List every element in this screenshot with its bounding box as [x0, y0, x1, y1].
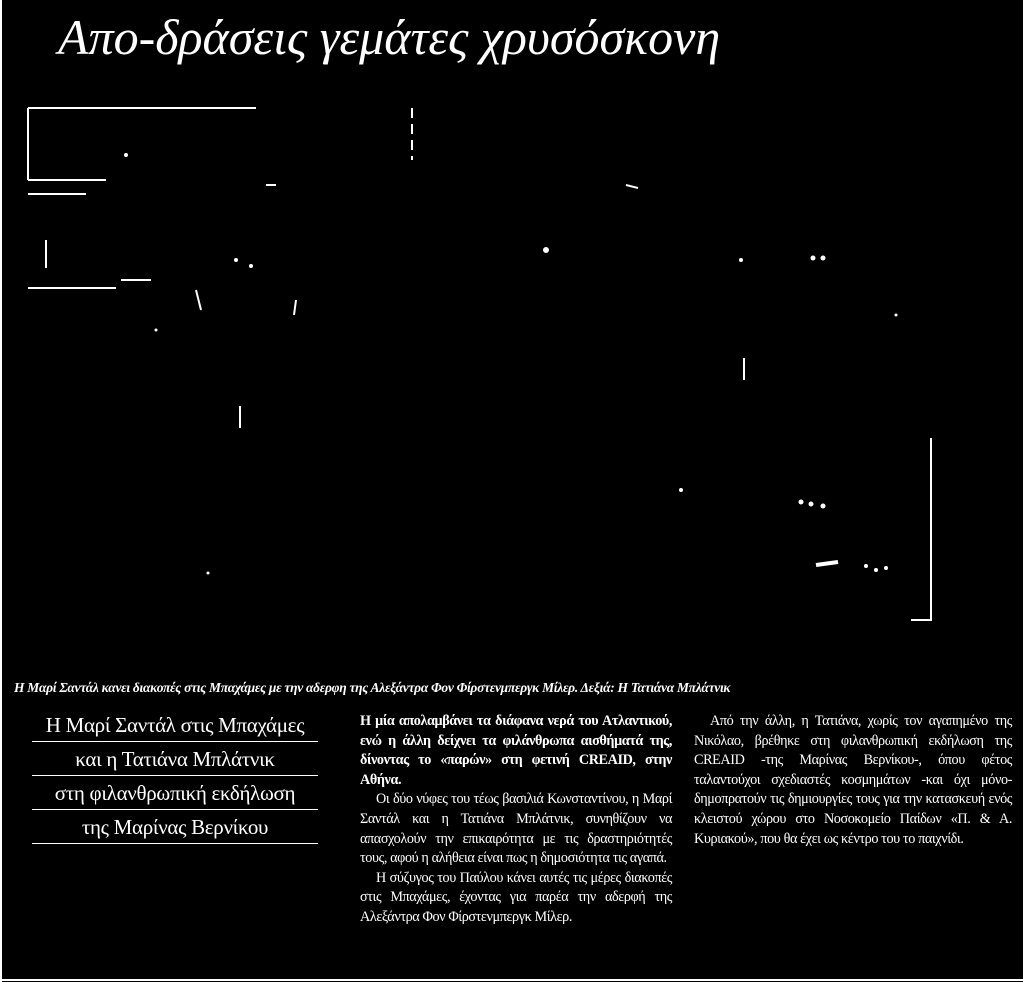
article-paragraph-2: Η σύζυγος του Παύλου κάνει αυτές τις μέρες διακοπές στις Μπαχάμες, έχοντας για παρέα την αδερφή της Αλεξάντρα Φον Φίρστενμπεργκ Μίλερ.	[360, 869, 672, 925]
bottom-rule	[0, 979, 1023, 981]
dark-photo	[26, 100, 996, 672]
headline: Απο-δράσεις γεμάτες χρυσόσκονη	[58, 9, 721, 65]
article-column-1	[360, 712, 672, 928]
photo-background	[26, 100, 996, 672]
article-column-2	[694, 712, 1012, 849]
article-paragraph-3: Από την άλλη, η Τατιάνα, χωρίς τον αγαπημένο της Νικόλαο, βρέθηκε στη φιλανθρωπική εκδήλωση της CREAID -της Μαρίνας Βερνίκου-, όπου φέτος ταλαντούχοι σχεδιαστές κοσμημάτων -και όχι μόνο- δημοπρατούν τις δημιουργίες τους για την κατασκευή ενός κλειστού χώρου στο Νοσοκομείο Παίδων «Π. & Α. Κυριακού», που θα έχει ως κέντρο του το παιχνίδι.	[694, 713, 1012, 847]
photo-caption: Η Μαρί Σαντάλ κανει διακοπές στις Μπαχάμες με την αδερφη της Αλεξάντρα Φον Φίρστενμπεργκ Μίλερ. Δεξιά: Η Τατιάνα Μπλάτνικ	[14, 680, 731, 695]
article-paragraph-1: Οι δύο νύφες του τέως βασιλιά Κωνσταντίνου, η Μαρί Σαντάλ και η Τατιάνα Μπλάτνικ, συνηθίζουν να απασχολούν την επικαιρότητα με τις δραστηριότητές τους, αφού η αλήθεια είναι πως η δημοσιότητα τις αγαπά.	[360, 791, 672, 867]
subheadline-box	[14, 712, 336, 848]
subhead-line-3: στη φιλανθρωπική εκδήλωση	[54, 781, 296, 805]
subhead-rule	[32, 843, 318, 844]
subhead-rule	[32, 809, 318, 810]
subhead-rule	[32, 741, 318, 742]
subhead-line-4: της Μαρίνας Βερνίκου	[81, 815, 269, 839]
page-edge-line	[0, 0, 2, 982]
subhead-rule	[32, 775, 318, 776]
article-lead: Η μία απολαμβάνει τα διάφανα νερά του Ατλαντικού, ενώ η άλλη δείχνει τα φιλάνθρωπα αισθήματά της, δίνοντας το «παρών» στη φετινή CREAID, στην Αθήνα.	[360, 713, 672, 788]
subhead-line-2: και η Τατιάνα Μπλάτνικ	[75, 747, 275, 771]
subhead-line-1: Η Μαρί Σαντάλ στις Μπαχάμες	[45, 713, 305, 737]
